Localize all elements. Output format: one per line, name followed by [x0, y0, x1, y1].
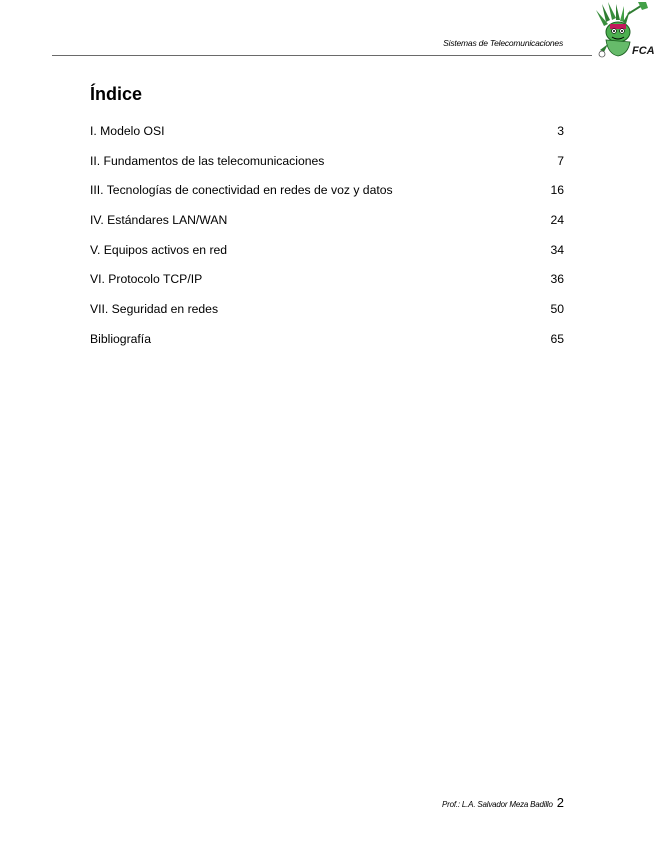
toc-entry[interactable]	[90, 329, 564, 359]
toc-entry-page: 34	[550, 242, 564, 257]
toc-entry-label: II. Fundamentos de las telecomunicaciones	[90, 153, 325, 168]
toc-entry[interactable]	[90, 299, 564, 329]
toc-entry[interactable]	[90, 151, 564, 181]
toc-entry-page: 36	[550, 272, 564, 287]
toc-entry-page: 16	[550, 183, 564, 198]
page-title: Índice	[90, 84, 143, 104]
toc-entry-page: 24	[550, 213, 564, 228]
header-course-title: Sistemas de Telecomunicaciones	[443, 38, 563, 48]
logo-text: FCA	[632, 45, 655, 57]
toc-entry-page: 50	[550, 302, 564, 317]
footer-page-number: 2	[556, 795, 564, 810]
toc-entry-label: VII. Seguridad en redes	[90, 302, 219, 317]
footer-author: Prof.: L.A. Salvador Meza Badillo	[441, 800, 553, 809]
toc-entry[interactable]	[90, 121, 564, 151]
toc-entry-label: Bibliografía	[90, 331, 151, 346]
logo-body	[599, 40, 630, 57]
toc-entry-label: I. Modelo OSI	[90, 124, 165, 138]
toc-entry-page: 65	[550, 331, 564, 346]
page-footer	[442, 795, 564, 810]
toc-entry[interactable]	[90, 180, 564, 210]
toc-entry-label: V. Equipos activos en red	[90, 242, 228, 257]
toc-entry[interactable]	[90, 240, 564, 270]
fca-logo	[588, 0, 655, 62]
toc-entry-label: VI. Protocolo TCP/IP	[90, 272, 203, 287]
toc-entry-label: IV. Estándares LAN/WAN	[90, 213, 228, 228]
toc-entry-page: 3	[557, 124, 564, 138]
toc-entry[interactable]	[90, 210, 564, 240]
toc-entry-label: III. Tecnologías de conectividad en redes de voz y datos	[90, 183, 393, 198]
table-of-contents	[90, 121, 564, 359]
logo-face	[606, 22, 630, 42]
toc-entry[interactable]	[90, 269, 564, 299]
toc-entry-page: 7	[557, 153, 564, 168]
header-divider	[52, 55, 592, 56]
logo-stick	[628, 2, 648, 14]
